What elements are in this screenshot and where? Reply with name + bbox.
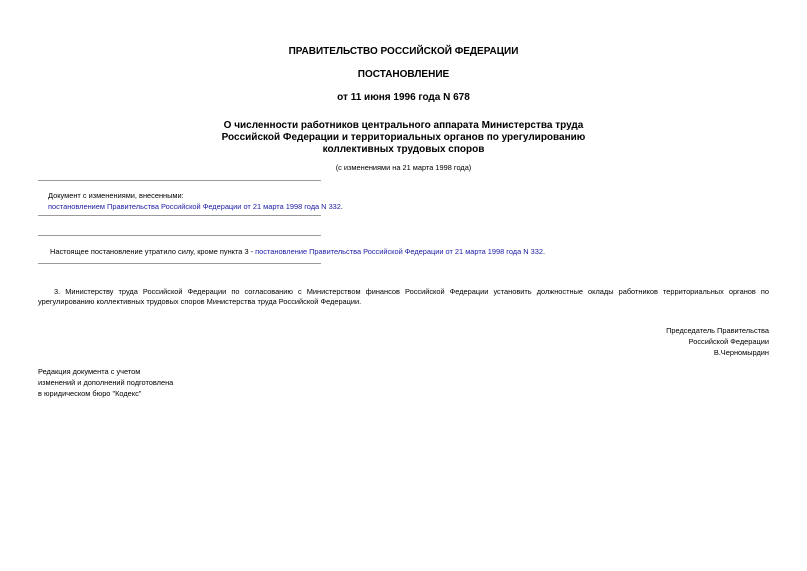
editorial-line: в юридическом бюро "Кодекс" bbox=[38, 389, 142, 398]
divider bbox=[38, 235, 321, 236]
document-title bbox=[0, 120, 807, 156]
signature-block bbox=[666, 325, 769, 358]
title-line: коллективных трудовых споров bbox=[322, 144, 485, 155]
invalidity-text: Настоящее постановление утратило силу, кроме пункта 3 - bbox=[50, 247, 256, 256]
invalidity-suffix: . bbox=[542, 247, 546, 256]
changes-link-suffix: . bbox=[340, 202, 343, 211]
editorial-note bbox=[38, 366, 338, 399]
signature-name: В.Черномырдин bbox=[713, 348, 769, 357]
paragraph-3: 3. Министерству труда Российской Федерации по согласованию с Министерством финансов Российской Федерации установить должностные оклады работников территориальных органов по урегулированию коллективных трудовых споров Министерства труда Российской Федерации. bbox=[38, 287, 769, 306]
amending-decree-link[interactable]: постановлением Правительства Российской Федерации от 21 марта 1998 года N 332 bbox=[48, 202, 341, 211]
amendment-note: (с изменениями на 21 марта 1998 года) bbox=[335, 163, 472, 172]
title-line: О численности работников центрального аппарата Министерства труда bbox=[223, 120, 584, 131]
invalidating-decree-link[interactable]: постановление Правительства Российской Федерации от 21 марта 1998 года N 332 bbox=[255, 247, 543, 256]
government-heading: ПРАВИТЕЛЬСТВО РОССИЙСКОЙ ФЕДЕРАЦИИ bbox=[288, 46, 519, 57]
date-number-heading: от 11 июня 1996 года N 678 bbox=[337, 92, 470, 103]
invalidity-note bbox=[50, 246, 750, 257]
changes-box bbox=[48, 190, 368, 212]
editorial-line: изменений и дополнений подготовлена bbox=[38, 378, 174, 387]
signature-country: Российской Федерации bbox=[688, 337, 769, 346]
title-line: Российской Федерации и территориальных органов по урегулированию bbox=[221, 132, 586, 143]
changes-link-line bbox=[48, 201, 368, 212]
divider bbox=[38, 215, 321, 216]
document-type-heading: ПОСТАНОВЛЕНИЕ bbox=[357, 69, 450, 80]
changes-intro: Документ с изменениями, внесенными: bbox=[48, 191, 184, 200]
divider bbox=[38, 180, 321, 181]
editorial-line: Редакция документа с учетом bbox=[38, 367, 141, 376]
signature-title: Председатель Правительства bbox=[666, 326, 769, 335]
divider bbox=[38, 263, 321, 264]
